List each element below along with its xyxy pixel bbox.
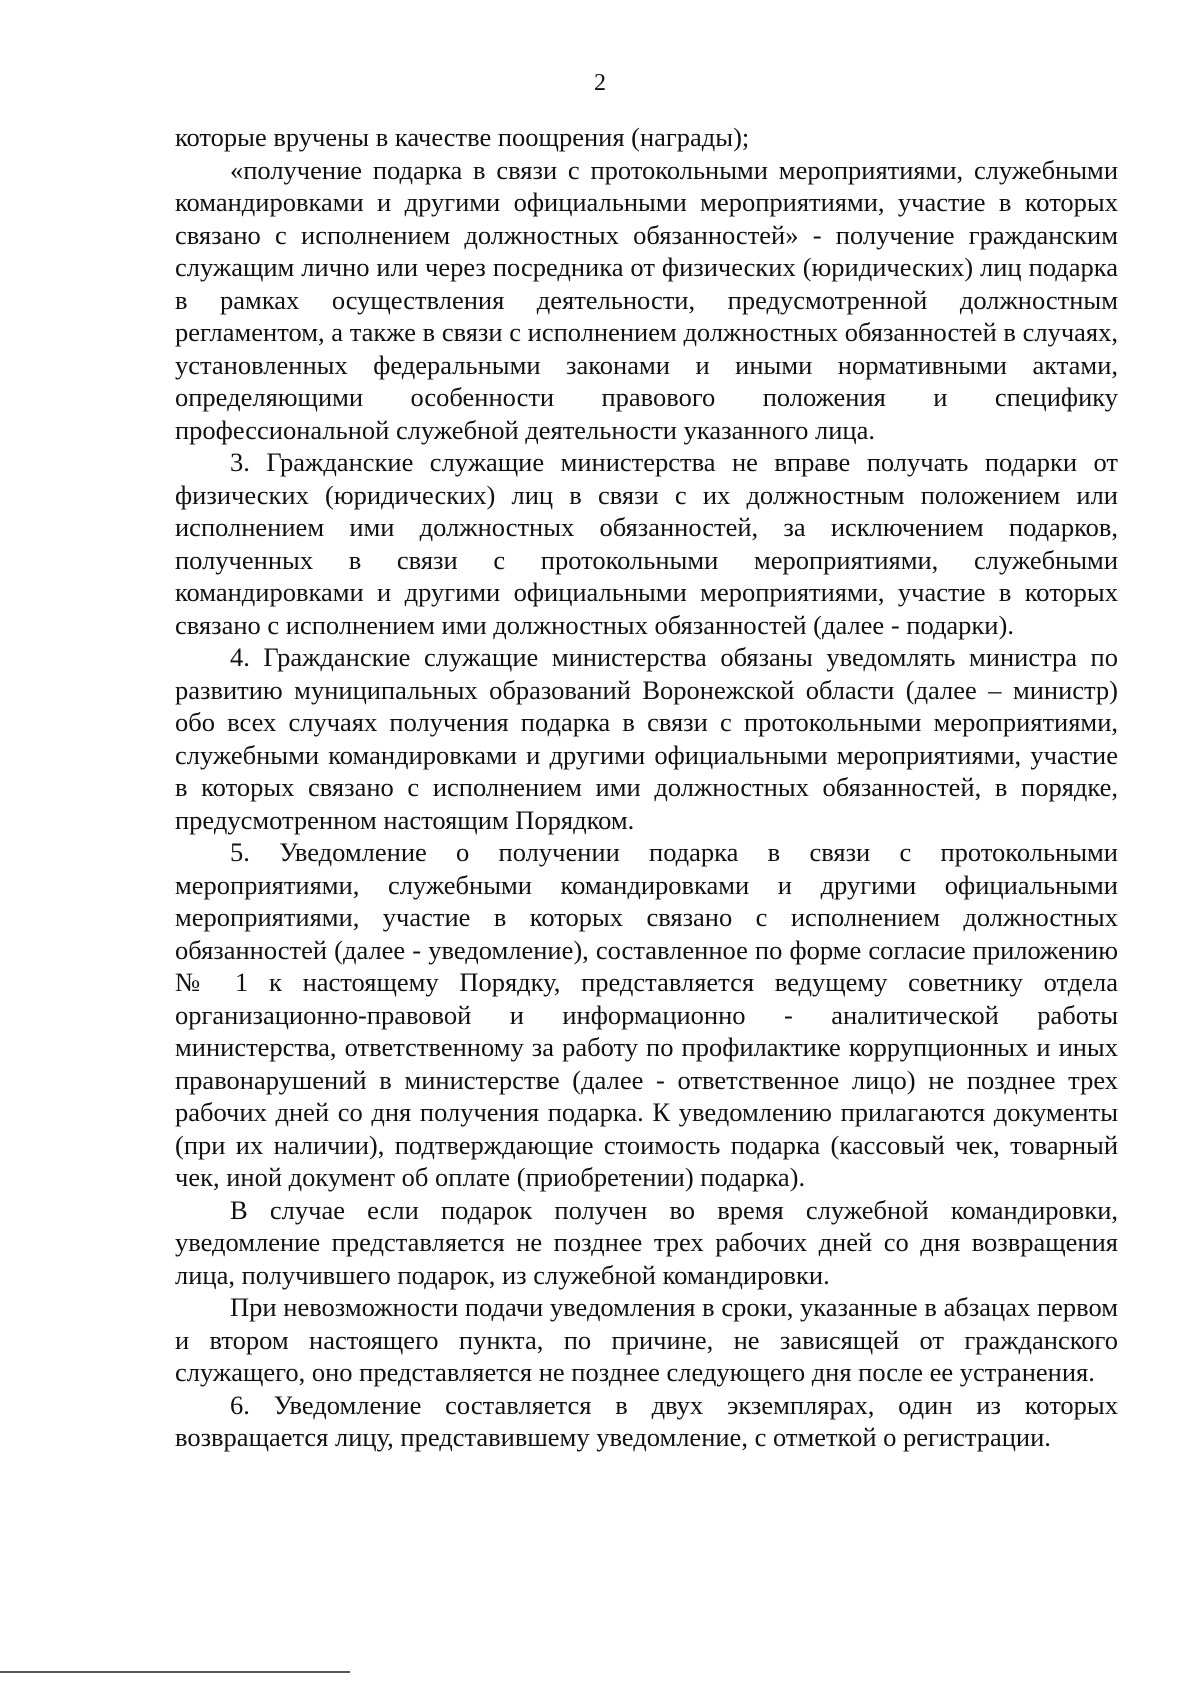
paragraph-item-5-impossibility: При невозможности подачи уведомления в сроки, указанные в абзацах первом и втором настоящего пункта, по причине, не зависящей от гражданского служащего, оно представляется не позднее следующего дня после ее устранения.	[175, 1292, 1118, 1387]
paragraph-item-5-business-trip: В случае если подарок получен во время служебной командировки, уведомление представляется не позднее трех рабочих дней со дня возвращения лица, получившего подарок, из служебной командировки.	[175, 1194, 1118, 1290]
paragraph-item-3: 3. Гражданские служащие министерства не вправе получать подарки от физических (юридических) лиц в связи с их должностным положением или исполнением ими должностных обязанностей, за исключением подарков, полученных в связи с протокольными мероприятиями, служебными командировками и другими официальными мероприятиями, участие в которых связано с исполнением ими должностных обязанностей (далее - подарки).	[175, 447, 1118, 640]
paragraph-item-4: 4. Гражданские служащие министерства обязаны уведомлять министра по развитию муниципальных образований Воронежской области (далее – министр) обо всех случаях получения подарка в связи с протокольными мероприятиями, служебными командировками и другими официальными мероприятиями, участие в которых связано с исполнением ими должностных обязанностей, в порядке, предусмотренном настоящим Порядком.	[175, 642, 1118, 835]
paragraph-definition: «получение подарка в связи с протокольными мероприятиями, служебными командировками и другими официальными мероприятиями, участие в которых связано с исполнением должностных обязанностей» - получение гражданским служащим лично или через посредника от физических (юридических) лиц подарка в рамках осуществления деятельности, предусмотренной должностным регламентом, а также в связи с исполнением должностных обязанностей в случаях, установленных федеральными законами и иными нормативными актами, определяющими особенности правового положения и специфику профессиональной служебной деятельности указанного лица.	[175, 154, 1118, 445]
paragraph-continuation: которые вручены в качестве поощрения (награды);	[175, 122, 750, 152]
page-number: 2	[594, 70, 606, 96]
bottom-rule	[0, 1671, 350, 1673]
paragraph-item-5: 5. Уведомление о получении подарка в связи с протокольными мероприятиями, служебными командировками и другими официальными мероприятиями, участие в которых связано с исполнением должностных обязанностей (далее - уведомление), составленное по форме согласие приложению № 1 к настоящему Порядку, представляется ведущему советнику отдела организационно-правовой и информационно - аналитической работы министерства, ответственному за работу по профилактике коррупционных и иных правонарушений в министерстве (далее - ответственное лицо) не позднее трех рабочих дней со дня получения подарка. К уведомлению прилагаются документы (при их наличии), подтверждающие стоимость подарка (кассовый чек, товарный чек, иной документ об оплате (приобретении) подарка).	[175, 837, 1118, 1192]
paragraph-item-6: 6. Уведомление составляется в двух экземплярах, один из которых возвращается лицу, представившему уведомление, с отметкой о регистрации.	[175, 1389, 1118, 1452]
document-body	[175, 121, 1118, 1454]
